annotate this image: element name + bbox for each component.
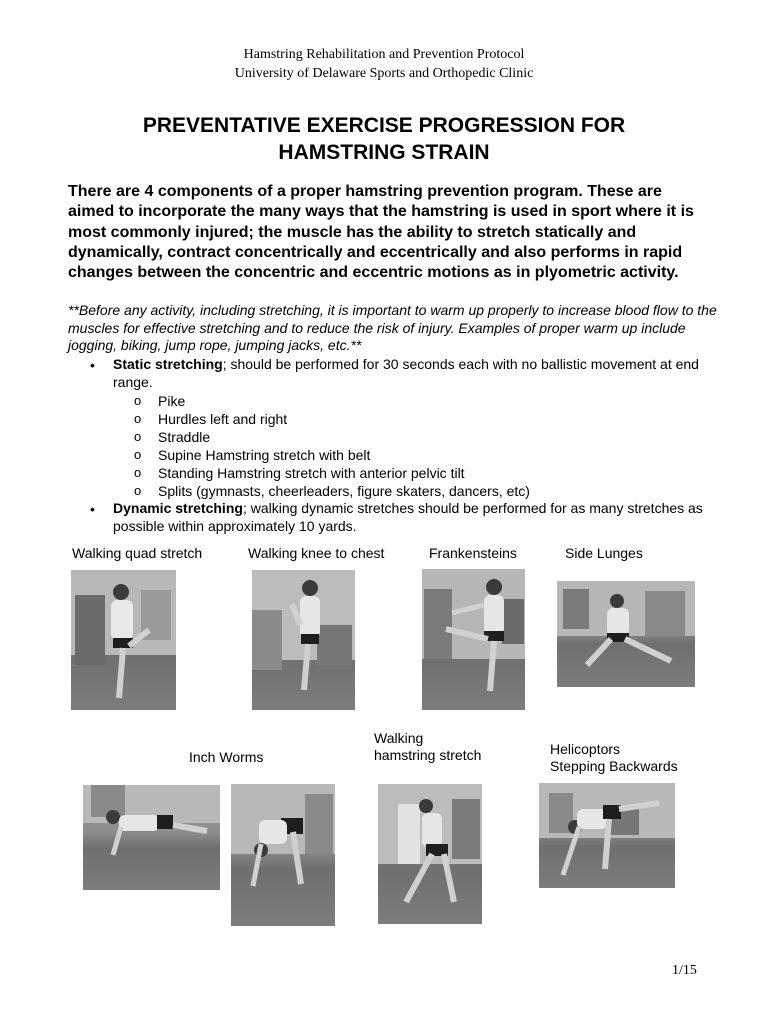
caption-walking-hamstring-line-1: Walking	[374, 730, 424, 746]
caption-walking-quad-stretch: Walking quad stretch	[72, 545, 203, 561]
list-item	[134, 446, 734, 464]
caption-walking-hamstring-line-2: hamstring stretch	[374, 747, 482, 763]
intro-paragraph: There are 4 components of a proper hamstring prevention program. These are aimed to incorporate the many ways that the hamstring is used in sport where it is most commonly injured; the muscle has the ability to stretch statically and dynamically, contract concentrically and eccentrically and also performs in rapid changes between the concentric and eccentric motions as in plyometric activity.	[68, 183, 694, 282]
sub-bullet-marker: o	[134, 483, 142, 498]
list-item	[134, 482, 734, 500]
list-item	[134, 410, 734, 428]
list-item-text: Straddle	[158, 429, 211, 445]
sub-bullet-marker: o	[134, 465, 142, 480]
list-item-text: Splits (gymnasts, cheerleaders, figure skaters, dancers, etc)	[158, 483, 530, 499]
list-item-text: Hurdles left and right	[158, 411, 288, 427]
photo-frankensteins	[422, 569, 525, 710]
photo-walking-hamstring-stretch	[378, 784, 482, 924]
photo-side-lunges	[557, 581, 695, 687]
doc-header-line-1: Hamstring Rehabilitation and Prevention Protocol	[243, 47, 525, 62]
warmup-note: **Before any activity, including stretching, it is important to warm up properly to increase blood flow to the muscles for effective stretching and to reduce the risk of injury. Examples of proper warm up include jogging, biking, jump rope, jumping jacks, etc.**	[68, 302, 717, 353]
static-stretching-text: ; should be performed for 30 seconds each with no ballistic movement at end range.	[113, 356, 699, 390]
list-item	[134, 392, 734, 410]
dynamic-stretching-bullet	[113, 500, 713, 535]
bullet-marker: •	[90, 357, 95, 373]
static-stretching-bullet	[113, 356, 713, 391]
photo-inch-worms-1	[83, 785, 220, 890]
doc-header-line-2: University of Delaware Sports and Orthopedic Clinic	[234, 66, 534, 81]
sub-bullet-marker: o	[134, 411, 142, 426]
list-item-text: Supine Hamstring stretch with belt	[158, 447, 371, 463]
static-stretch-list	[134, 392, 734, 500]
page-title-line-1: PREVENTATIVE EXERCISE PROGRESSION FOR	[142, 114, 626, 137]
caption-walking-knee-to-chest: Walking knee to chest	[248, 545, 385, 561]
list-item	[134, 464, 734, 482]
caption-frankensteins: Frankensteins	[429, 545, 517, 561]
caption-helicopters: Helicoptors	[550, 741, 621, 757]
sub-bullet-marker: o	[134, 429, 142, 444]
page-number: 1/15	[672, 963, 697, 978]
bullet-marker: •	[90, 501, 95, 517]
photo-walking-quad-stretch	[71, 570, 176, 710]
caption-inch-worms: Inch Worms	[189, 749, 264, 765]
list-item	[134, 428, 734, 446]
list-item-text: Pike	[158, 393, 186, 409]
static-stretching-term: Static stretching	[113, 356, 223, 372]
dynamic-stretching-text: ; walking dynamic stretches should be performed for as many stretches as possible within approximately 10 yards.	[113, 500, 703, 534]
photo-helicopters	[539, 783, 675, 888]
dynamic-stretching-term: Dynamic stretching	[113, 500, 243, 516]
caption-side-lunges: Side Lunges	[565, 545, 643, 561]
page-title-line-2: HAMSTRING STRAIN	[278, 141, 490, 164]
sub-bullet-marker: o	[134, 447, 142, 462]
photo-walking-knee-to-chest	[252, 570, 355, 710]
caption-stepping-backwards: Stepping Backwards	[550, 758, 678, 774]
list-item-text: Standing Hamstring stretch with anterior pelvic tilt	[158, 465, 465, 481]
sub-bullet-marker: o	[134, 393, 142, 408]
photo-inch-worms-2	[231, 784, 335, 926]
